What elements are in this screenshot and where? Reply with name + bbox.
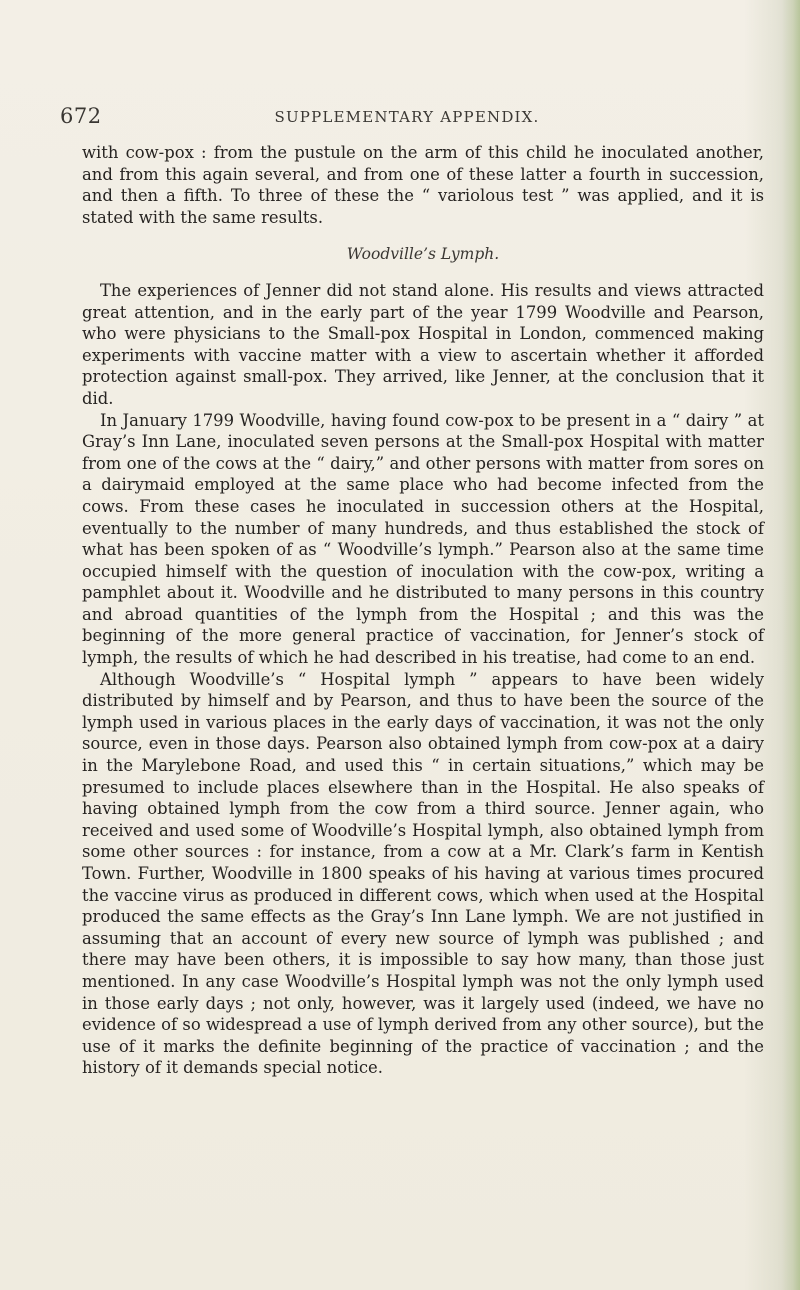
running-head: SUPPLEMENTARY APPENDIX. (274, 108, 540, 126)
section-heading: Woodville’s Lymph. (346, 245, 500, 264)
paragraph: The experiences of Jenner did not stand alone. His results and views attracted great attention, and in the early part of the year 1799 Woodville and Pearson, who were physicians to the Small-pox Hospital in London, commenced making experiments with vaccine matter with a view to ascertain whether it afforded protection against small-pox. They arrived, like Jenner, at the conclusion that it did. (82, 280, 764, 408)
paragraph: In January 1799 Woodville, having found cow-pox to be present in a “ dairy ” at Gray’s Inn Lane, inoculated seven persons at the Small-pox Hospital with matter from one of the cows at the “ dairy,” and other persons with matter from sores on a dairymaid employed at the same place who had become infected from the cows. From these cases he inoculated in succession others at the Hospital, eventually to the number of many hundreds, and thus established the stock of what has been spoken of as “ Woodville’s lymph.” Pearson also at the same time occupied himself with the question of inoculation with the cow-pox, writing a pamphlet about it. Woodville and he distributed to many persons in this country and abroad quantities of the lymph from the Hospital ; and this was the beginning of the more general practice of vaccination, for Jenner’s stock of lymph, the results of which he had described in his treatise, had come to an end. (82, 410, 764, 668)
paragraph-continued: with cow-pox : from the pustule on the arm of this child he inoculated another, and from this again several, and from one of these latter a fourth in succession, and then a fifth. To three of these the “ variolous test ” was applied, and it is stated with the same results. (82, 143, 764, 227)
page-body (82, 142, 764, 1079)
page-edge (782, 0, 800, 1290)
page-number: 672 (60, 104, 102, 128)
page-header (0, 104, 800, 134)
paragraph: Although Woodville’s “ Hospital lymph ” appears to have been widely distributed by himself and by Pearson, and thus to have been the source of the lymph used in various places in the early days of vaccination, it was not the only source, even in those days. Pearson also obtained lymph from cow-pox at a dairy in the Marylebone Road, and used this “ in certain situations,” which may be presumed to include places elsewhere than in the Hospital. He also speaks of having obtained lymph from the cow from a third source. Jenner again, who received and used some of Woodville’s Hospital lymph, also obtained lymph from some other sources : for instance, from a cow at a Mr. Clark’s farm in Kentish Town. Further, Woodville in 1800 speaks of his having at various times procured the vaccine virus as produced in different cows, which when used at the Hospital produced the same effects as the Gray’s Inn Lane lymph. We are not justified in assuming that an account of every new source of lymph was published ; and there may have been others, it is impossible to say how many, than those just mentioned. In any case Woodville’s Hospital lymph was not the only lymph used in those early days ; not only, however, was it largely used (indeed, we have no evidence of so widespread a use of lymph derived from any other source), but the use of it marks the definite beginning of the practice of vaccination ; and the history of it demands special notice. (82, 669, 764, 1078)
